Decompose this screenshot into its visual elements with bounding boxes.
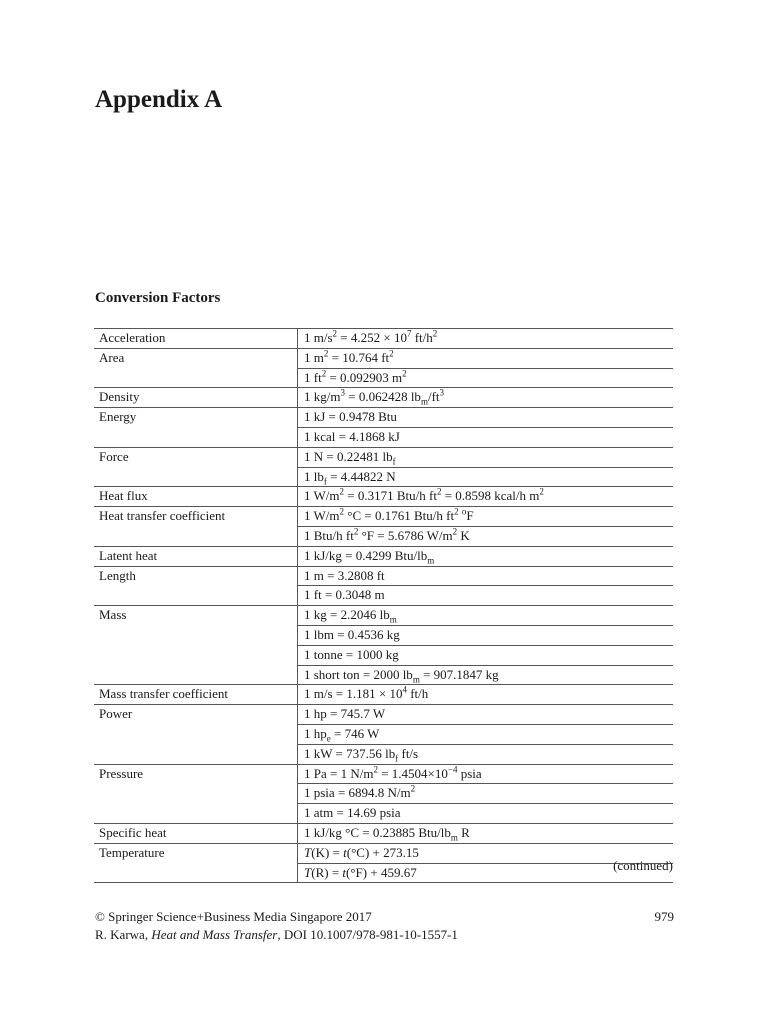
table-row <box>94 823 673 843</box>
quantity-cell: Latent heat <box>94 546 298 566</box>
conversion-value-cell: 1 $hp_e = 746$ W <box>298 724 674 744</box>
table-row <box>94 487 673 507</box>
conversion-value-cell: 1 $m/s^2 = 4.252 \times 10^7$ $ft/h^2$ <box>298 329 674 349</box>
conversion-value-cell: 1 kW = 737.56 $lb_f$ ft/s <box>298 744 674 764</box>
copyright-line: © Springer Science+Business Media Singapore 2017 <box>95 909 372 924</box>
table-row <box>94 724 673 744</box>
quantity-cell: Length <box>94 566 298 586</box>
quantity-cell: Area <box>94 348 298 368</box>
table-row <box>94 526 673 546</box>
quantity-cell <box>94 467 298 487</box>
quantity-cell: Heat flux <box>94 487 298 507</box>
quantity-cell <box>94 586 298 606</box>
quantity-cell: Pressure <box>94 764 298 784</box>
conversion-value-cell: 1 kJ = 0.9478 Btu <box>298 408 674 428</box>
conversion-value-cell: 1 $W/m^2 = 0.3171$ Btu/h $ft^2 = 0.8598$ kcal/h $m^2$ <box>298 487 674 507</box>
quantity-cell: Specific heat <box>94 823 298 843</box>
quantity-cell <box>94 665 298 685</box>
conversion-value-cell: 1 ft = 0.3048 m <box>298 586 674 606</box>
table-row <box>94 408 673 428</box>
citation-line: R. Karwa, Heat and Mass Transfer, DOI 10.1007/978-981-10-1557-1 <box>95 927 458 942</box>
table-row <box>94 566 673 586</box>
quantity-cell: Heat transfer coefficient <box>94 507 298 527</box>
table-row <box>94 586 673 606</box>
table-row <box>94 843 673 863</box>
quantity-cell <box>94 625 298 645</box>
quantity-cell: Acceleration <box>94 329 298 349</box>
quantity-cell: Force <box>94 447 298 467</box>
conversion-table-body <box>94 329 673 883</box>
table-row <box>94 546 673 566</box>
conversion-value-cell: 1 kcal = 4.1868 kJ <box>298 427 674 447</box>
conversion-value-cell: 1 m = 3.2808 ft <box>298 566 674 586</box>
conversion-factors-table <box>94 328 673 883</box>
quantity-cell <box>94 744 298 764</box>
table-row <box>94 784 673 804</box>
quantity-cell: Energy <box>94 408 298 428</box>
quantity-cell <box>94 863 298 883</box>
conversion-value-cell: 1 $m/s = 1.181 \times 10^4$ ft/h <box>298 685 674 705</box>
quantity-cell: Power <box>94 705 298 725</box>
quantity-cell <box>94 784 298 804</box>
table-row <box>94 329 673 349</box>
table-row <box>94 447 673 467</box>
table-row <box>94 764 673 784</box>
conversion-value-cell: 1 short ton = 2000 $lb_m = 907.1847$ kg <box>298 665 674 685</box>
conversion-value-cell: 1 kJ/kg °C = 0.23885 Btu/$lb_m$ R <box>298 823 674 843</box>
table-row <box>94 467 673 487</box>
table-row <box>94 368 673 388</box>
table-row <box>94 348 673 368</box>
table-row <box>94 705 673 725</box>
continued-note: (continued) <box>613 858 673 873</box>
table-row <box>94 427 673 447</box>
table-row <box>94 606 673 626</box>
quantity-cell: Mass transfer coefficient <box>94 685 298 705</box>
conversion-value-cell: 1 tonne = 1000 kg <box>298 645 674 665</box>
conversion-value-cell: 1 N = 0.22481 $lb_f$ <box>298 447 674 467</box>
quantity-cell <box>94 724 298 744</box>
conversion-value-cell: 1 lbm = 0.4536 kg <box>298 625 674 645</box>
table-row <box>94 863 673 883</box>
conversion-value-cell: 1 psia = 6894.8 $N/m^2$ <box>298 784 674 804</box>
table-row <box>94 685 673 705</box>
conversion-value-cell: 1 $W/m^2$ °C = 0.1761 Btu/h $ft^2$ $^o$F <box>298 507 674 527</box>
conversion-value-cell: 1 $m^2 = 10.764$ $ft^2$ <box>298 348 674 368</box>
quantity-cell <box>94 645 298 665</box>
conversion-value-cell: 1 Pa = 1 $N/m^2 = 1.4504\times 10^{-4}$ psia <box>298 764 674 784</box>
table-row <box>94 625 673 645</box>
page-footer <box>95 908 674 944</box>
quantity-cell <box>94 804 298 824</box>
conversion-value-cell: 1 Btu/h $ft^2$ °F = 5.6786 $W/m^2$ K <box>298 526 674 546</box>
page-number: 979 <box>654 909 674 924</box>
conversion-value-cell: 1 hp = 745.7 W <box>298 705 674 725</box>
conversion-value-cell: T(R) = t(°F) + 459.67 <box>298 863 674 883</box>
table-row <box>94 645 673 665</box>
section-title: Conversion Factors <box>95 290 221 306</box>
quantity-cell: Mass <box>94 606 298 626</box>
quantity-cell: Density <box>94 388 298 408</box>
quantity-cell: Temperature <box>94 843 298 863</box>
conversion-value-cell: 1 kg = 2.2046 $lb_m$ <box>298 606 674 626</box>
table-row <box>94 744 673 764</box>
quantity-cell <box>94 526 298 546</box>
table-row <box>94 665 673 685</box>
table-row <box>94 388 673 408</box>
chapter-title: Appendix A <box>95 86 223 113</box>
table-row <box>94 507 673 527</box>
conversion-value-cell: 1 $lb_f = 4.44822$ N <box>298 467 674 487</box>
conversion-value-cell: 1 kJ/kg = 0.4299 Btu/$lb_m$ <box>298 546 674 566</box>
conversion-value-cell: 1 atm = 14.69 psia <box>298 804 674 824</box>
conversion-value-cell: T(K) = t(°C) + 273.15 <box>298 843 674 863</box>
quantity-cell <box>94 368 298 388</box>
table-row <box>94 804 673 824</box>
conversion-value-cell: 1 $ft^2 = 0.092903$ $m^2$ <box>298 368 674 388</box>
conversion-value-cell: 1 $kg/m^3 = 0.062428$ $lb_m/ft^3$ <box>298 388 674 408</box>
quantity-cell <box>94 427 298 447</box>
